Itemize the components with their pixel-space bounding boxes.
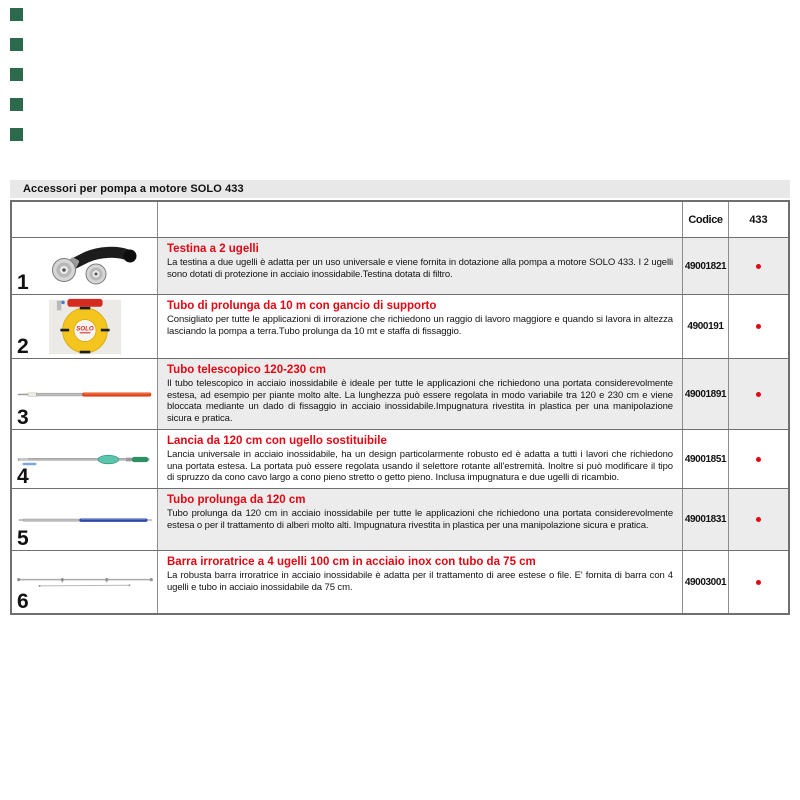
accessories-table — [10, 200, 790, 615]
product-image-cell — [12, 430, 158, 488]
two-nozzle-head-image — [33, 243, 137, 289]
product-description: Consigliato per tutte le applicazioni di irrorazione che richiedono un raggio di lavoro maggiore e quando si lavora in altezza lasciando la pompa a terra.Tubo prolunga da 10 mt e staffa di fissaggio. — [167, 314, 673, 337]
table-row — [12, 358, 788, 429]
product-code: 4900191 — [683, 295, 729, 358]
availability-dot — [756, 517, 761, 522]
product-image-cell — [12, 295, 158, 358]
table-row — [12, 488, 788, 550]
product-title: Tubo di prolunga da 10 m con gancio di supporto — [167, 300, 437, 312]
section-title: Accessori per pompa a motore SOLO 433 — [10, 180, 790, 198]
row-number: 6 — [17, 589, 29, 613]
availability-dot — [756, 324, 761, 329]
availability-cell — [729, 359, 788, 429]
col-header-codice: Codice — [683, 202, 729, 237]
side-marker — [10, 8, 23, 21]
product-info — [158, 238, 683, 294]
product-image-cell — [12, 238, 158, 294]
row-number: 2 — [17, 334, 29, 358]
product-title: Tubo telescopico 120-230 cm — [167, 364, 326, 376]
row-number: 5 — [17, 526, 29, 550]
product-code: 49003001 — [683, 551, 729, 613]
product-title: Lancia da 120 cm con ugello sostituibile — [167, 435, 387, 447]
availability-cell — [729, 295, 788, 358]
availability-dot — [756, 392, 761, 397]
product-description: Tubo prolunga da 120 cm in acciaio inossidabile per tutte le applicazioni che richiedono una portata considerevolmente estesa o per il trattamento di alberi molto alti. Impugnatura rivestita in plastica per una manipolazione sicura e pratica. — [167, 508, 673, 531]
row-number: 4 — [17, 464, 29, 488]
product-info — [158, 430, 683, 488]
product-code: 49001821 — [683, 238, 729, 294]
product-info — [158, 489, 683, 550]
lance-image — [15, 451, 155, 468]
side-marker — [10, 38, 23, 51]
row-number: 1 — [17, 270, 29, 294]
header-cell-image — [12, 202, 158, 237]
product-description: La robusta barra irroratrice in acciaio inossidabile è adatta per il trattamento di aree estese o file. E' fornita di barra con 4 ugelli e tubo in acciaio inossidabile da 75 cm. — [167, 570, 673, 593]
product-title: Barra irroratrice a 4 ugelli 100 cm in acciaio inox con tubo da 75 cm — [167, 556, 536, 568]
product-code: 49001851 — [683, 430, 729, 488]
product-description: Il tubo telescopico in acciaio inossidabile è ideale per tutte le applicazioni che richiedono una portata considerevolmente estesa, ad esempio per piante molto alte. La lunghezza può essere regolata in modo variabile tra 120 e 230 cm e viene bloccata mediante un dado di fissaggio in acciaio inossidabile.Impugnatura rivestita in plastica per una manipolazione sicura e pratica. — [167, 378, 673, 424]
side-marker — [10, 98, 23, 111]
product-description: La testina a due ugelli è adatta per un uso universale e viene fornita in dotazione alla pompa a motore SOLO 433. I 2 ugelli sono dotati di protezione in acciaio inossidabile.Testina dotata di filtro. — [167, 257, 673, 280]
product-title: Testina a 2 ugelli — [167, 243, 259, 255]
product-image-cell — [12, 489, 158, 550]
spray-bar-image — [14, 573, 156, 592]
availability-cell — [729, 551, 788, 613]
product-description: Lancia universale in acciaio inossidabile, ha un design particolarmente robusto ed è adatta a tutti i lavori che richiedono una portata estesa. La portata può essere regolata usando il selettore rotante all'estremità. Inoltre si può modificare il tipo di spruzzo da cono cavo largo a cono pieno stretto o getto pieno. Inclusa impugnatura e due ugelli di ricambio. — [167, 449, 673, 483]
product-info — [158, 359, 683, 429]
telescopic-tube-image — [15, 388, 155, 400]
extension-tube-image — [15, 515, 155, 525]
product-info — [158, 295, 683, 358]
availability-cell — [729, 489, 788, 550]
availability-cell — [729, 238, 788, 294]
side-marker — [10, 68, 23, 81]
table-row — [12, 550, 788, 613]
table-row — [12, 294, 788, 358]
availability-dot — [756, 264, 761, 269]
side-markers — [10, 8, 23, 141]
col-header-433: 433 — [749, 213, 768, 226]
hose-reel-image — [42, 298, 128, 356]
availability-cell — [729, 430, 788, 488]
table-row — [12, 237, 788, 294]
table-row — [12, 429, 788, 488]
side-marker — [10, 128, 23, 141]
availability-dot — [756, 580, 761, 585]
hose-brand-label: SOLO — [75, 325, 94, 333]
product-info — [158, 551, 683, 613]
product-image-cell — [12, 551, 158, 613]
product-code: 49001831 — [683, 489, 729, 550]
table-header-row — [12, 202, 788, 237]
row-number: 3 — [17, 405, 29, 429]
product-code: 49001891 — [683, 359, 729, 429]
availability-dot — [756, 457, 761, 462]
product-image-cell — [12, 359, 158, 429]
header-cell-description — [158, 202, 683, 237]
product-title: Tubo prolunga da 120 cm — [167, 494, 306, 506]
